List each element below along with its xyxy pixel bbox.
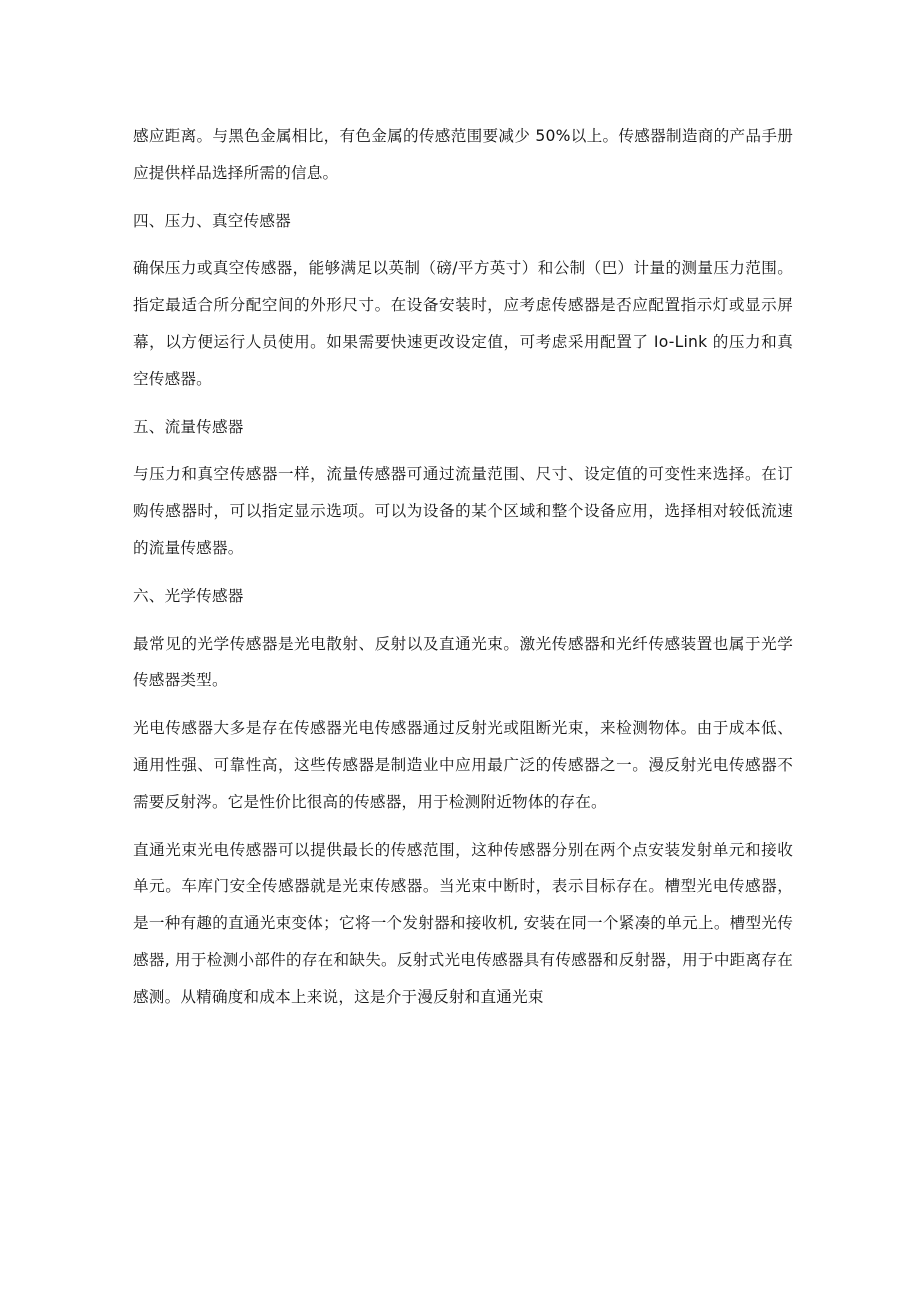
paragraph-photoelectric: 光电传感器大多是存在传感器光电传感器通过反射光或阻断光束，来检测物体。由于成本低、通用性强、可靠性高，这些传感器是制造业中应用最广泛的传感器之一。漫反射光电传感器不需要反射涔。它是性价比很高的传感器，用于检测附近物体的存在。	[133, 719, 793, 811]
paragraph-nonferrous-sensing: 感应距离。与黑色金属相比，有色金属的传感范围要减少 50%以上。传感器制造商的产品手册应提供样品选择所需的信息。	[133, 127, 793, 182]
paragraph-flow-sensor: 与压力和真空传感器一样，流量传感器可通过流量范围、尺寸、设定值的可变性来选择。在订购传感器时，可以指定显示选项。可以为设备的某个区域和整个设备应用，选择相对较低流速的流量传感器。	[133, 465, 793, 557]
heading-optical-sensor: 六、光学传感器	[133, 586, 244, 605]
paragraph-pressure-vacuum: 确保压力或真空传感器，能够满足以英制（磅/平方英寸）和公制（巴）计量的测量压力范围。指定最适合所分配空间的外形尺寸。在设备安装时，应考虑传感器是否应配置指示灯或显示屏幕，以方便运行人员使用。如果需要快速更改设定值，可考虑采用配置了 Io-Link 的压力和真空传感器。	[133, 259, 793, 388]
heading-pressure-vacuum-sensor: 四、压力、真空传感器	[133, 211, 291, 230]
paragraph-optical-types: 最常见的光学传感器是光电散射、反射以及直通光束。激光传感器和光纤传感装置也属于光学传感器类型。	[133, 634, 793, 690]
document-body	[133, 118, 793, 1027]
paragraph-through-beam: 直通光束光电传感器可以提供最长的传感范围，这种传感器分别在两个点安装发射单元和接收单元。车库门安全传感器就是光束传感器。当光束中断时，表示目标存在。槽型光电传感器，是一种有趣的直通光束变体；它将一个发射器和接收机, 安装在同一个紧凑的单元上。槽型光传感器, 用于检测小部件的存在和缺失。反射式光电传感器具有传感器和反射器，用于中距离存在感测。从精确度和成本上来说，这是介于漫反射和直通光束	[133, 840, 793, 1006]
heading-flow-sensor: 五、流量传感器	[133, 417, 244, 436]
